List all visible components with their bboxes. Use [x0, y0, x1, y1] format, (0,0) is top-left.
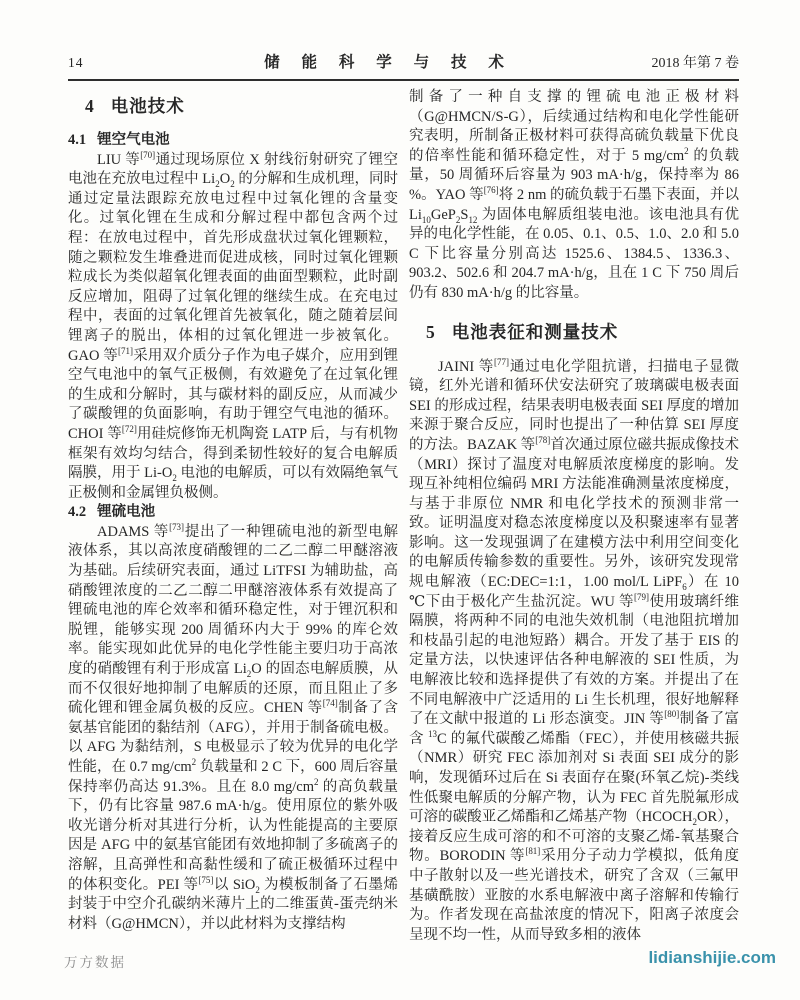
left-column	[68, 88, 398, 945]
paragraph-characterization: JAINI 等[77]通过电化学阻抗谱，扫描电子显微镜，红外光谱和循环伏安法研究了玻璃碳电极表面 SEI 的形成过程，结果表明电极表面 SEI 厚度的增加来源于聚合反应，同时也提出了一种估算 SEI 厚度的方法。BAZAK 等[78]首次通过原位磁共振成像技术（MRI）探讨了温度对电解质浓度梯度的影响。发现互补纯相位编码 MRI 方法能准确测量浓度梯度，与基于非原位 NMR 和电化学技术的预测非常一致。证明温度对稳态浓度梯度以及积聚速率有显著影响。这一发现强调了在建模方法中利用空间变化的电解质传输参数的重要性。另外，该研究发现常规电解液（EC:DEC=1:1，1.00 mol/L LiPF$_6$）在 10 ℃下由于极化产生盐沉淀。WU 等[79]使用玻璃纤维隔膜，将两种不同的电池失效机制（电池阻抗增加和枝晶引起的电池短路）耦合。开发了基于 EIS 的定量方法，以快速评估各种电解液的 SEI 性质，为电解液比较和选择提供了有效的方案。并提出了在不同电解液中广泛适用的 Li 生长机理，很好地解释了在文献中报道的 Li 形态演变。JIN 等[80]制备了富含 $^{13}$C 的氟代碳酸乙烯酯（FEC），并使用核磁共振（NMR）研究 FEC 添加剂对 Si 表面 SEI 成分的影响，发现循环过后在 Si 表面存在聚(环氧乙烷)-类线性低聚电解质的分解产物，认为 FEC 首先脱氟形成可溶的碳酸亚乙烯酯和乙烯基产物$(HCOCH_2OR)$，接着反应生成可溶的和不可溶的支聚乙烯-氧基聚合物。BORODIN 等[81]采用分子动力学模拟，低角度中子散射以及一些光谱技术，研究了含双（三氟甲基磺酰胺）亚胺的水系电解液中离子溶解和传输行为。作者发现在高盐浓度的情况下，阳离子浓度会呈现不均一性，从而导致多相的液体	[409, 356, 740, 943]
section-5-title: 电池表征和测量技术	[451, 321, 619, 342]
section-4-heading	[68, 93, 398, 118]
section-4-1-heading	[68, 131, 398, 151]
section-5-number: 5	[426, 321, 435, 342]
paragraph-li-air: LIU 等[70]通过现场原位 X 射线衍射研究了锂空电池在充放电过程中 $Li_2O_2$ 的分解和生成机理，同时通过定量法跟踪充放电过程中过氧化锂的含量变化。过氧化锂在生成和分解过程中都包含两个过程：在放电过程中，首先形成盘状过氧化锂颗粒，随之颗粒发生堆叠进而促进成核，同时过氧化锂颗粒成长为类似超氧化锂表面的曲面型颗粒，此时副反应增加，阻碍了过氧化锂的继续生成。在充电过程中，表面的过氧化锂首先被氧化，随之随着层间锂离子的脱出，体相的过氧化锂进一步被氧化。GAO 等[71]采用双介质分子作为电子媒介，应用到锂空气电池中的氧气正极侧，有效避免了在过氧化锂的生成和分解时，其与碳材料的副反应，从而减少了碳酸锂的负面影响，有助于锂空气电池的循环。CHOI 等[72]用硅烷修饰无机陶瓷 LATP 后，与有机物框架有效均匀结合，得到柔韧性较好的复合电解质隔膜，用于 $Li-O_2$ 电池的电解质，可以有效隔绝氧气正极侧和金属锂负极侧。	[68, 149, 399, 501]
paragraph-li-s-continued: 制备了一种自支撑的锂硫电池正极材料（G@HMCN/S-G），后续通过结构和电化学性能研究表明，所制备正极材料可获得高硫负载量下优良的倍率性能和循环稳定性，对于 5 $mg/cm^2$ 的负载量，50 周循环后容量为 903 mA·h/g，保持率为 86 %。YAO 等[76]将 2 nm 的硫负载于石墨下表面，并以 $Li_{10}GeP_2S_{12}$ 为固体电解质组装电池。该电池具有优异的电化学性能，在 0.05、0.1、0.5、1.0、2.0 和 5.0 C 下比容量分别高达 1525.6、1384.5、1336.3、903.2、502.6 和 204.7 mA·h/g，且在 1 C 下 750 周后仍有 830 mA·h/g 的比容量。	[409, 89, 740, 301]
wanfang-watermark: 万方数据	[64, 955, 126, 970]
page-header	[68, 50, 739, 81]
right-column	[409, 88, 739, 945]
section-4-2-number: 4.2	[68, 504, 87, 521]
page-number: 14	[68, 55, 84, 70]
section-4-2-heading	[68, 503, 398, 523]
paragraph-li-s: ADAMS 等[73]提出了一种锂硫电池的新型电解液体系，其以高浓度硝酸锂的二乙二醇二甲醚溶液为基础。后续研究表面，通过 LiTFSI 为辅助盐，高硝酸锂浓度的二乙二醇二甲醚溶液体系有效提高了锂硫电池的库仑效率和循环稳定性，对于锂沉积和脱锂，能够实现 200 周循环内大于 99% 的库仑效率。能实现如此优异的电化学性能主要归功于高浓度的硝酸锂有利于形成富 $Li_2O$ 的固态电解质膜，从而不仅很好地抑制了电解质的还原，而且阻止了多硫化锂和锂金属负极的反应。CHEN 等[74]制备了含氨基官能团的黏结剂（AFG），并用于制备硫电极。以 AFG 为黏结剂，S 电极显示了较为优异的电化学性能，在 0.7 $mg/cm^2$ 负载量和 2 C 下，600 周后容量保持率仍高达 91.3%。且在 8.0 $mg/cm^2$ 的高负载量下，仍有比容量 987.6 mA·h/g。使用原位的紫外吸收光谱分析对其进行分析，认为性能提高的主要原因是 AFG 中的氨基官能团有效地抑制了多硫离子的溶解，且高弹性和高黏性缓和了硫正极循环过程中的体积变化。PEI 等[75]以 SiO$_2$ 为模板制备了石墨烯封装于中空介孔碳纳米薄片上的二维蛋黄-蛋壳纳米材料（G@HMCN），并以此材料为支撑结构	[68, 522, 399, 932]
section-4-title: 电池技术	[110, 96, 185, 116]
section-5-heading	[409, 319, 739, 344]
section-4-1-title: 锂空气电池	[97, 132, 170, 148]
section-4-2-title: 锂硫电池	[97, 504, 156, 521]
volume-info: 2018 年第 7 卷	[651, 56, 739, 71]
article-body	[68, 88, 739, 945]
journal-title: 储 能 科 学 与 技 术	[264, 54, 513, 71]
section-4-number: 4	[85, 96, 94, 116]
site-watermark: lidianshijie.com	[648, 948, 776, 967]
section-4-1-number: 4.1	[68, 132, 87, 148]
